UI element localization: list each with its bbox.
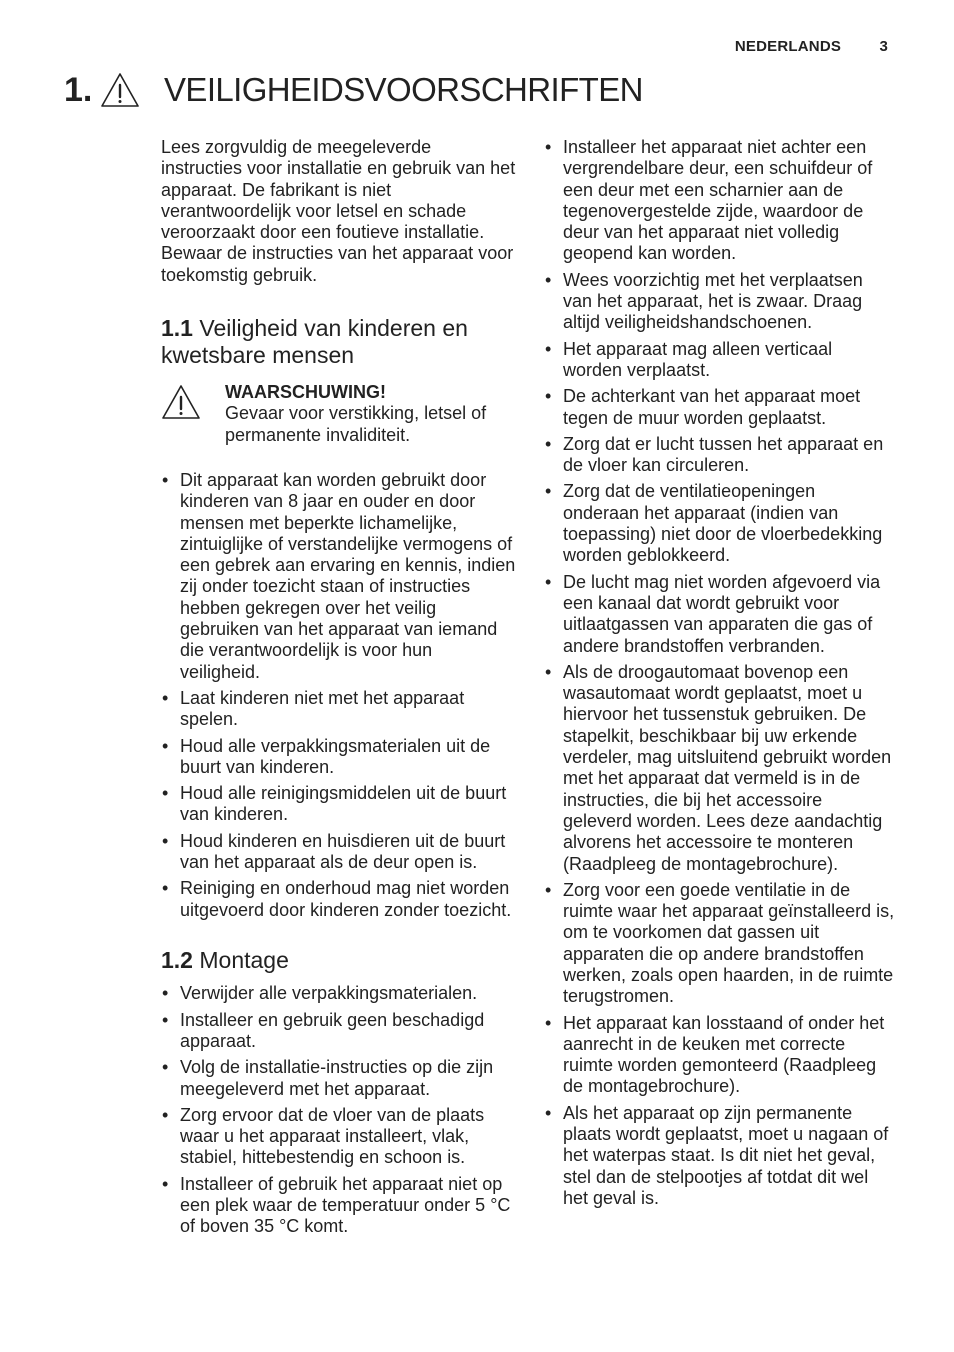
list-item: • Zorg voor een goede ventilatie in de ruimte waar het apparaat geïnstalleerd is, om te voorkomen dat gassen uit apparaten die op andere brandstoffen werken, zoals open haarden, in de ruimte terugstromen. xyxy=(544,880,896,1008)
list-item: • Zorg ervoor dat de vloer van de plaats waar u het apparaat installeert, vlak, stabiel, hittebestendig en schoon is. xyxy=(161,1105,516,1169)
page-number: 3 xyxy=(879,38,888,55)
list-item: • Wees voorzichtig met het verplaatsen van het apparaat, het is zwaar. Draag altijd veiligheidshandschoenen. xyxy=(544,270,896,334)
list-item: • Houd alle reinigingsmiddelen uit de buurt van kinderen. xyxy=(161,783,516,826)
warning-text: Gevaar voor verstikking, letsel of permanente invaliditeit. xyxy=(225,403,487,445)
montage-list-left xyxy=(161,983,516,1237)
page-header xyxy=(735,38,888,55)
list-item: • Laat kinderen niet met het apparaat spelen. xyxy=(161,688,516,731)
warning-box xyxy=(161,382,516,446)
montage-list-right xyxy=(544,137,896,1209)
list-item: • Het apparaat mag alleen verticaal worden verplaatst. xyxy=(544,339,896,382)
section-number: 1.1 xyxy=(161,315,193,342)
warning-title: WAARSCHUWING! xyxy=(225,382,386,403)
intro-paragraph: Lees zorgvuldig de meegeleverde instructies voor installatie en gebruik van het apparaat. De fabrikant is niet verantwoordelijk voor letsel en schade veroorzaakt door een foutieve installatie. Bewaar de instructies van het apparaat voor toekomstig gebruik. xyxy=(161,137,516,285)
list-item: • Houd kinderen en huisdieren uit de buurt van het apparaat als de deur open is. xyxy=(161,831,516,874)
section-title: Veiligheid van kinderen en kwetsbare mensen xyxy=(161,315,468,368)
list-item: • Installeer en gebruik geen beschadigd apparaat. xyxy=(161,1010,516,1053)
chapter-title xyxy=(64,68,643,112)
list-item: • De achterkant van het apparaat moet tegen de muur worden geplaatst. xyxy=(544,386,896,429)
list-item: • Zorg dat de ventilatieopeningen onderaan het apparaat (indien van toepassing) niet door de vloerbedekking worden geblokkeerd. xyxy=(544,481,896,566)
children-safety-list xyxy=(161,470,516,921)
chapter-heading: VEILIGHEIDSVOORSCHRIFTEN xyxy=(164,71,643,108)
chapter-number: 1. xyxy=(64,70,93,109)
list-item: • Reiniging en onderhoud mag niet worden uitgevoerd door kinderen zonder toezicht. xyxy=(161,878,516,921)
list-item: • Als de droogautomaat bovenop een wasautomaat wordt geplaatst, moet u hiervoor het tussenstuk gebruiken. De stapelkit, beschikbaar bij uw erkende verdeler, mag uitsluitend gebruikt worden met het apparaat dat vermeld is in de instructies, die bij het accessoire geleverd worden. Lees deze aandachtig alvorens het accessoire te monteren (Raadpleeg de montagebrochure). xyxy=(544,662,896,875)
list-item: • Verwijder alle verpakkingsmaterialen. xyxy=(161,983,516,1004)
section-heading-1-1 xyxy=(161,315,516,368)
warning-triangle-icon xyxy=(100,72,140,108)
list-item: • Zorg dat er lucht tussen het apparaat en de vloer kan circuleren. xyxy=(544,434,896,477)
warning-triangle-icon xyxy=(161,384,201,420)
section-heading-1-2 xyxy=(161,947,516,974)
list-item: • Het apparaat kan losstaand of onder het aanrecht in de keuken met correcte ruimte worden gemonteerd (Raadpleeg de montagebrochure). xyxy=(544,1013,896,1098)
list-item: • Dit apparaat kan worden gebruikt door kinderen van 8 jaar en ouder en door mensen met beperkte lichamelijke, zintuiglijke of verstandelijke vermogens of een gebrek aan ervaring en kennis, indien zij onder toezicht staan of instructies hebben gekregen over het veilig gebruiken van het apparaat van iemand die verantwoordelijk is voor hun veiligheid. xyxy=(161,470,516,683)
list-item: • Als het apparaat op zijn permanente plaats wordt geplaatst, moet u nagaan of het waterpas staat. Is dit niet het geval, stel dan de stelpootjes af totdat dit wel het geval is. xyxy=(544,1103,896,1209)
right-column xyxy=(544,137,896,1214)
list-item: • Installeer of gebruik het apparaat niet op een plek waar de temperatuur onder 5 °C of boven 35 °C komt. xyxy=(161,1174,516,1238)
warning-content xyxy=(225,382,516,446)
list-item: • De lucht mag niet worden afgevoerd via een kanaal dat wordt gebruikt voor uitlaatgassen van apparaten die gas of andere brandstoffen verbranden. xyxy=(544,572,896,657)
list-item: • Houd alle verpakkingsmaterialen uit de buurt van kinderen. xyxy=(161,736,516,779)
section-title: Montage xyxy=(199,946,289,973)
left-column xyxy=(161,137,516,1243)
section-number: 1.2 xyxy=(161,946,193,973)
list-item: • Volg de installatie-instructies op die zijn meegeleverd met het apparaat. xyxy=(161,1057,516,1100)
list-item: • Installeer het apparaat niet achter een vergrendelbare deur, een schuifdeur of een deur met een scharnier aan de tegenovergestelde zijde, waardoor de deur van het apparaat niet volledig geopend kan worden. xyxy=(544,137,896,265)
header-language: NEDERLANDS xyxy=(734,38,842,55)
